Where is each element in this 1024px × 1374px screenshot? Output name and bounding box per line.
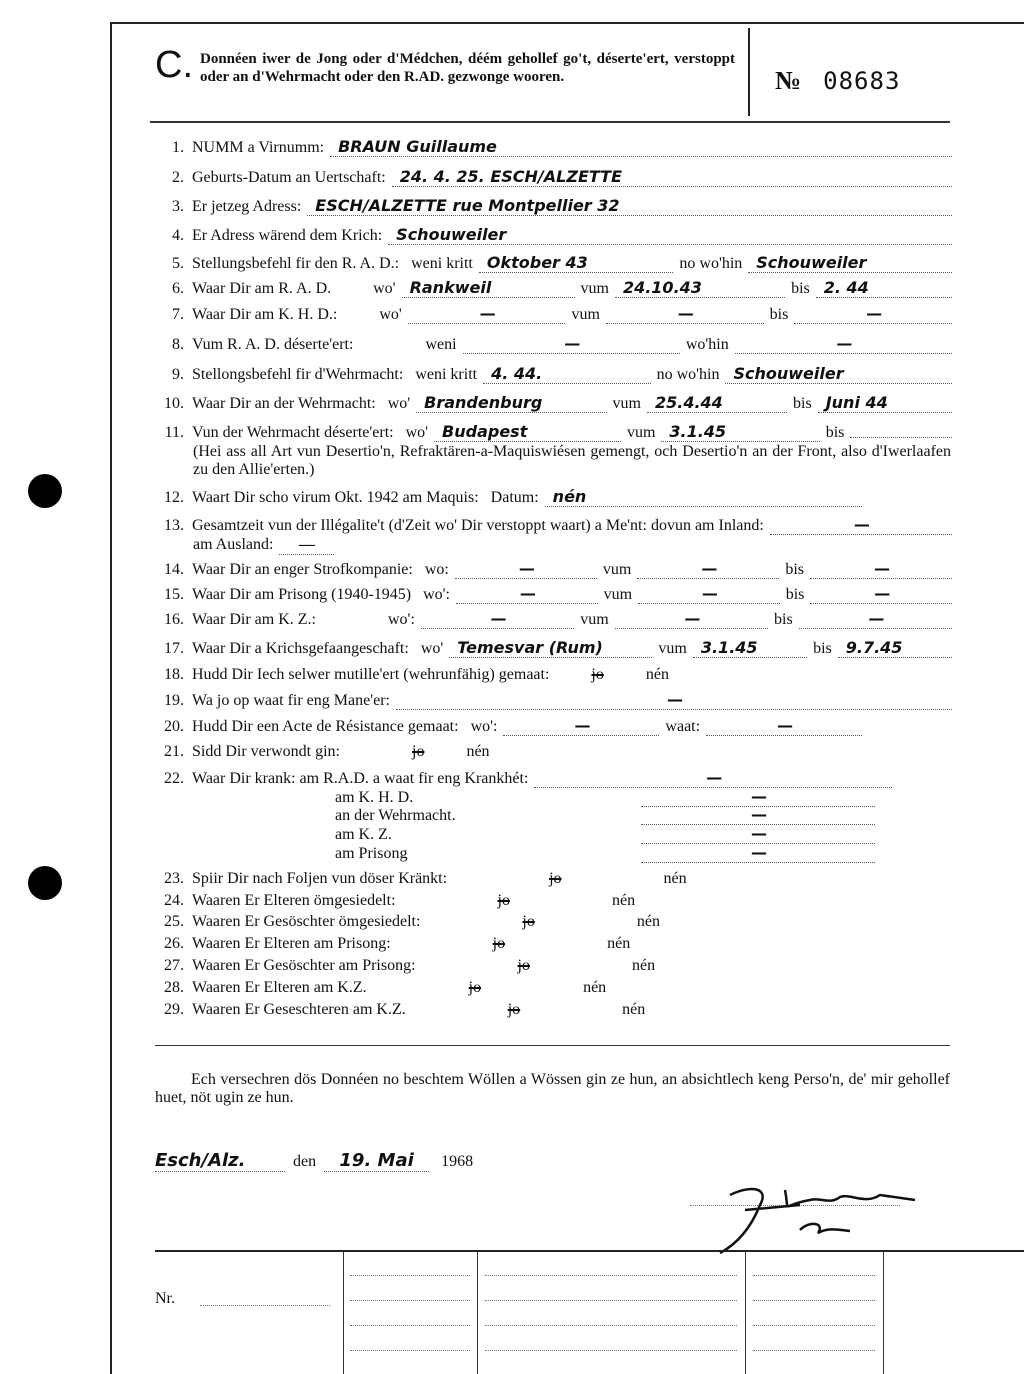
- question-number: 22.: [164, 770, 184, 787]
- handwritten-value: —: [751, 787, 767, 806]
- fill-in-field[interactable]: [449, 639, 652, 658]
- fill-in-field[interactable]: [770, 516, 952, 535]
- row11-note: (Hei ass all Art vun Desertio'n, Refraktären-a-Maquiswiésen gemengt, och Desertio'n an der Front, also d'Iwerlaafen zu den Allie'erten.): [193, 443, 951, 478]
- header-rule: [150, 121, 950, 123]
- question-row: [150, 279, 952, 298]
- fill-in-field[interactable]: [816, 279, 952, 298]
- handwritten-value: 2. 44: [823, 278, 869, 297]
- struck-option: jo: [468, 979, 482, 996]
- question-label: Hudd Dir een Acte de Résistance gemaat:: [192, 718, 459, 735]
- question-number: 5.: [172, 255, 184, 272]
- fill-in-field[interactable]: [392, 168, 952, 187]
- question-label: Waaren Er Gesöschter ömgesiedelt:: [192, 913, 421, 930]
- field-label: vum: [571, 306, 600, 323]
- signature-image: [690, 1175, 930, 1255]
- fill-in-field[interactable]: [818, 394, 952, 413]
- handwritten-value: 4. 44.: [491, 364, 543, 383]
- question-row: [150, 305, 952, 324]
- field-label: bis: [774, 611, 793, 628]
- field-label: nén: [631, 957, 656, 974]
- question-number: 17.: [164, 640, 184, 657]
- fill-in-field[interactable]: [693, 639, 807, 658]
- field-label: wo':: [423, 586, 450, 603]
- fill-in-field[interactable]: [706, 717, 862, 736]
- fill-in-field[interactable]: [483, 365, 651, 384]
- struck-option: jo: [517, 957, 530, 974]
- fill-in-field[interactable]: [388, 226, 952, 245]
- field-label: wo': [420, 640, 444, 657]
- question-label: NUMM a Virnumm:: [192, 139, 325, 156]
- table-col-divider: [883, 1252, 884, 1374]
- question-row: [150, 585, 952, 604]
- field-label: vum: [658, 640, 687, 657]
- field-label: wo': [387, 395, 411, 412]
- question-label: Waar Dir am R. A. D.: [192, 280, 332, 297]
- table-cell-line[interactable]: [350, 1300, 470, 1301]
- fill-in-field[interactable]: [641, 825, 875, 844]
- handwritten-value: —: [836, 334, 853, 353]
- handwritten-value: —: [684, 609, 701, 628]
- year-text: 1968: [441, 1153, 474, 1170]
- question-number: 14.: [164, 561, 184, 578]
- handwritten-value: 24.10.43: [622, 278, 702, 297]
- question-row: [150, 488, 952, 507]
- field-label: bis: [785, 586, 805, 603]
- number-value: 08683: [823, 67, 901, 95]
- question-row: [150, 254, 952, 273]
- question-label: Spiir Dir nach Foljen vun döser Kränkt:: [192, 870, 448, 887]
- handwritten-value: 24. 4. 25. ESCH/ALZETTE: [399, 167, 622, 186]
- date-field[interactable]: 19. Mai: [324, 1150, 429, 1172]
- table-cell-line[interactable]: [485, 1325, 737, 1326]
- field-label: wo':: [388, 611, 415, 628]
- handwritten-value: 3.1.45: [700, 638, 758, 657]
- ausland-field[interactable]: —: [279, 536, 334, 555]
- struck-option: jo: [492, 935, 506, 952]
- fill-in-field[interactable]: [615, 279, 785, 298]
- field-label: bis: [813, 640, 832, 657]
- question-number: 21.: [164, 743, 184, 760]
- question-label: Gesamtzeit vun der Illégalite't (d'Zeit wo' Dir verstoppt waart) a Me'nt: dovun am Inland:: [192, 517, 764, 534]
- fill-in-field[interactable]: [408, 305, 566, 324]
- field-label: nén: [583, 979, 607, 996]
- question-number: 27.: [164, 957, 184, 974]
- handwritten-value: —: [490, 609, 507, 628]
- question-row: [150, 335, 952, 354]
- field-label: bis: [825, 424, 845, 441]
- table-cell-line[interactable]: [485, 1275, 737, 1276]
- question-label: Er Adress wärend dem Krich:: [192, 227, 383, 244]
- frame-border-left: [110, 22, 112, 1374]
- question-number: 18.: [164, 666, 184, 683]
- field-label: vum: [580, 280, 609, 297]
- handwritten-value: Schouweiler: [756, 253, 867, 272]
- question-number: 13.: [164, 517, 184, 534]
- field-label: nén: [663, 870, 687, 887]
- handwritten-value: —: [868, 609, 885, 628]
- question-number: 3.: [172, 198, 184, 215]
- handwritten-value: BRAUN Guillaume: [338, 137, 497, 156]
- handwritten-value: 3.1.45: [669, 422, 727, 441]
- field-label: nén: [636, 913, 660, 930]
- fill-in-field[interactable]: [641, 806, 875, 825]
- field-label: wo': [379, 306, 402, 323]
- question-row: [150, 1001, 952, 1019]
- field-label: weni kritt: [415, 366, 478, 383]
- handwritten-value: —: [874, 584, 891, 603]
- field-label: vum: [626, 424, 656, 441]
- question-number: 23.: [164, 870, 184, 887]
- struck-option: jo: [549, 870, 562, 887]
- fill-in-field[interactable]: [463, 335, 680, 354]
- fill-in-field[interactable]: [647, 394, 787, 413]
- field-label: bis: [793, 395, 812, 412]
- declaration-text: Ech versechren dös Donnéen no beschtem Wöllen a Wössen gin ze hun, an absichtlech keng Perso'n, de' mir gehollef huet, nöt ugin ze hun.: [155, 1071, 950, 1106]
- place-date-line: [155, 1150, 473, 1172]
- fill-in-field[interactable]: [810, 585, 952, 604]
- handwritten-value: —: [519, 584, 536, 603]
- question-label: Waart Dir scho virum Okt. 1942 am Maquis:: [192, 489, 479, 506]
- handwritten-value: Juni 44: [825, 393, 888, 412]
- handwritten-value: —: [701, 584, 718, 603]
- question-row: [150, 979, 952, 997]
- question-number: 24.: [164, 892, 184, 909]
- handwritten-value: 9.7.45: [845, 638, 903, 657]
- table-col-divider: [477, 1252, 478, 1374]
- table-cell-line[interactable]: [753, 1275, 875, 1276]
- question-label: Er jetzeg Adress:: [192, 198, 302, 215]
- handwritten-value: nén: [552, 487, 587, 506]
- row22-subitem: [335, 788, 875, 807]
- question-row: [150, 394, 952, 413]
- fill-in-field[interactable]: [307, 197, 952, 216]
- question-number: 26.: [164, 935, 184, 952]
- section-letter: C.: [155, 44, 193, 86]
- handwritten-value: 25.4.44: [654, 393, 723, 412]
- table-cell-line[interactable]: [350, 1350, 470, 1351]
- fill-in-field[interactable]: [455, 560, 597, 579]
- handwritten-value: Schouweiler: [396, 225, 507, 244]
- nr-label: Nr.: [155, 1290, 175, 1307]
- table-cell-line[interactable]: [753, 1300, 875, 1301]
- fill-in-field[interactable]: [735, 335, 952, 354]
- question-row: [150, 560, 952, 579]
- question-row: [150, 769, 952, 788]
- question-number: 2.: [172, 169, 184, 186]
- handwritten-value: —: [479, 304, 496, 323]
- frame-border-top: [110, 22, 1024, 24]
- nr-field[interactable]: [200, 1305, 330, 1306]
- field-label: wo':: [470, 718, 498, 735]
- fill-in-field[interactable]: [638, 585, 780, 604]
- field-label: weni: [425, 336, 457, 353]
- question-row: [150, 892, 952, 910]
- field-label: bis: [769, 306, 789, 323]
- question-row: [150, 138, 952, 157]
- question-row: [150, 913, 952, 931]
- fill-in-field[interactable]: [534, 769, 892, 788]
- question-label: Vum R. A. D. déserte'ert:: [192, 336, 354, 353]
- field-label: nén: [611, 892, 636, 909]
- question-row: [150, 717, 952, 736]
- divider-line: [155, 1045, 950, 1046]
- question-number: 4.: [172, 227, 184, 244]
- subitem-label: am Prisong: [335, 845, 408, 862]
- place-field[interactable]: Esch/Alz.: [155, 1150, 285, 1172]
- handwritten-value: —: [706, 768, 723, 787]
- question-number: 7.: [172, 306, 184, 323]
- handwritten-value: —: [701, 559, 718, 578]
- handwritten-value: Budapest: [442, 422, 528, 441]
- question-number: 15.: [164, 586, 184, 603]
- field-label: vum: [612, 395, 641, 412]
- question-number: 12.: [164, 489, 184, 506]
- table-cell-line[interactable]: [753, 1325, 875, 1326]
- fill-in-field[interactable]: [748, 254, 952, 273]
- question-label: Waaren Er Elteren am Prisong:: [192, 935, 391, 952]
- question-number: 19.: [164, 692, 184, 709]
- fill-in-field[interactable]: [456, 585, 598, 604]
- handwritten-value: —: [751, 805, 767, 824]
- question-row: [150, 197, 952, 216]
- punch-hole: [28, 474, 62, 508]
- fill-in-field[interactable]: [330, 138, 952, 157]
- fill-in-field[interactable]: [402, 279, 575, 298]
- question-row: [150, 870, 952, 888]
- fill-in-field[interactable]: [838, 639, 952, 658]
- question-number: 11.: [164, 424, 184, 441]
- section-title: Donnéen iwer de Jong oder d'Médchen, déém gehollef go't, déserte'ert, verstoppt oder an d'Wehrmacht oder den R.AD. gezwonge wooren.: [200, 51, 735, 85]
- field-label: bis: [791, 280, 810, 297]
- question-row: [150, 610, 952, 629]
- row22-subitem: [335, 806, 875, 825]
- question-number: 29.: [164, 1001, 184, 1018]
- field-label: vum: [580, 611, 609, 628]
- question-label: Vun der Wehrmacht déserte'ert:: [192, 424, 394, 441]
- handwritten-value: —: [666, 690, 683, 709]
- punch-hole: [28, 866, 62, 900]
- question-label: Waar Dir am Prisong (1940-1945): [192, 586, 412, 603]
- number-sign: №: [775, 66, 802, 95]
- fill-in-field[interactable]: [810, 560, 952, 579]
- handwritten-value: Rankweil: [409, 278, 492, 297]
- question-label: Wa jo op waat fir eng Mane'er:: [192, 692, 390, 709]
- question-label: Waar Dir an enger Strofkompanie:: [192, 561, 413, 578]
- handwritten-value: Temesvar (Rum): [457, 638, 603, 657]
- field-label: bis: [785, 561, 804, 578]
- fill-in-field[interactable]: [479, 254, 674, 273]
- question-number: 9.: [172, 366, 184, 383]
- table-cell-line[interactable]: [485, 1300, 737, 1301]
- field-label: no wo'hin: [656, 366, 720, 383]
- question-label: Stellongsbefehl fir d'Wehrmacht:: [192, 366, 404, 383]
- handwritten-value: Schouweiler: [733, 364, 844, 383]
- question-label: Hudd Dir Iech selwer mutille'ert (wehrunfähig) gemaat:: [192, 666, 550, 683]
- question-number: 25.: [164, 913, 184, 930]
- question-row: [150, 935, 952, 953]
- handwritten-value: Brandenburg: [424, 393, 543, 412]
- question-label: Sidd Dir verwondt gin:: [192, 743, 340, 760]
- question-number: 28.: [164, 979, 184, 996]
- handwritten-value: —: [873, 559, 890, 578]
- question-label: Stellungsbefehl fir den R. A. D.:: [192, 255, 400, 272]
- fill-in-field[interactable]: [725, 365, 952, 384]
- question-label: Waaren Er Elteren am K.Z.: [192, 979, 367, 996]
- question-number: 6.: [172, 280, 184, 297]
- struck-option: jo: [497, 892, 510, 909]
- fill-in-field[interactable]: [396, 691, 952, 710]
- fill-in-field[interactable]: [794, 305, 952, 324]
- field-label: vum: [603, 586, 633, 603]
- handwritten-value: —: [574, 716, 591, 735]
- question-label: Waar Dir a Krichsgefaangeschaft:: [192, 640, 409, 657]
- handwritten-value: —: [564, 334, 581, 353]
- fill-in-field[interactable]: [637, 560, 779, 579]
- table-cell-line[interactable]: [350, 1325, 470, 1326]
- question-label: Waaren Er Geseschteren am K.Z.: [192, 1001, 406, 1018]
- question-number: 8.: [172, 336, 184, 353]
- field-label: wo': [373, 280, 396, 297]
- handwritten-value: —: [777, 716, 794, 735]
- question-row: [150, 743, 952, 761]
- field-label: Datum:: [490, 489, 539, 506]
- fill-in-field[interactable]: [661, 423, 819, 442]
- row22-subitem: [335, 825, 875, 844]
- struck-option: jo: [522, 913, 535, 930]
- subitem-label: am K. Z.: [335, 826, 392, 843]
- fill-in-field[interactable]: [641, 844, 875, 863]
- struck-option: jo: [591, 666, 604, 683]
- footer-table-top: [155, 1250, 1024, 1252]
- field-label: nén: [466, 743, 490, 760]
- question-label: Waar Dir am K. Z.:: [192, 611, 316, 628]
- den-label: den: [293, 1153, 317, 1170]
- field-label: waat:: [665, 718, 701, 735]
- fill-in-field[interactable]: [545, 488, 862, 507]
- handwritten-value: —: [751, 843, 767, 862]
- question-row: [150, 226, 952, 245]
- field-label: nén: [607, 935, 631, 952]
- row13-ausland: [193, 536, 334, 555]
- table-cell-line[interactable]: [753, 1350, 875, 1351]
- question-row: [150, 365, 952, 384]
- field-label: weni kritt: [411, 255, 473, 272]
- row22-subitem: [335, 844, 875, 863]
- fill-in-field[interactable]: [421, 610, 574, 629]
- handwritten-value: —: [677, 304, 694, 323]
- question-number: 20.: [164, 718, 184, 735]
- fill-in-field[interactable]: [615, 610, 768, 629]
- fill-in-field[interactable]: [850, 437, 952, 438]
- question-row: [150, 957, 952, 975]
- ausland-label: am Ausland:: [193, 536, 274, 553]
- question-label: Geburts-Datum an Uertschaft:: [192, 169, 386, 186]
- question-row: [150, 691, 952, 710]
- question-row: [150, 168, 952, 187]
- handwritten-value: —: [866, 304, 883, 323]
- field-label: nén: [645, 666, 669, 683]
- question-number: 10.: [164, 395, 184, 412]
- table-col-divider: [745, 1252, 746, 1374]
- subitem-label: an der Wehrmacht.: [335, 807, 456, 824]
- fill-in-field[interactable]: [606, 305, 764, 324]
- question-label: Waar Dir am K. H. D.:: [192, 306, 338, 323]
- question-number: 1.: [172, 139, 184, 156]
- question-label: Waar Dir an der Wehrmacht:: [192, 395, 376, 412]
- table-cell-line[interactable]: [485, 1350, 737, 1351]
- question-row: [150, 423, 952, 442]
- table-cell-line[interactable]: [350, 1275, 470, 1276]
- document-number: [775, 66, 900, 96]
- fill-in-field[interactable]: [503, 717, 659, 736]
- field-label: vum: [602, 561, 632, 578]
- question-row: [150, 666, 952, 684]
- subitem-label: am K. H. D.: [335, 789, 414, 806]
- handwritten-value: —: [518, 559, 535, 578]
- field-label: wo': [405, 424, 429, 441]
- struck-option: jo: [412, 743, 425, 760]
- field-label: no wo'hin: [679, 255, 743, 272]
- question-label: Waaren Er Elteren ömgesiedelt:: [192, 892, 396, 909]
- question-number: 16.: [164, 611, 184, 628]
- handwritten-value: Oktober 43: [486, 253, 588, 272]
- field-label: nén: [622, 1001, 646, 1018]
- field-label: wo'hin: [685, 336, 729, 353]
- handwritten-value: ESCH/ALZETTE rue Montpellier 32: [315, 196, 620, 215]
- field-label: wo:: [424, 561, 449, 578]
- question-row: [150, 516, 952, 535]
- fill-in-field[interactable]: [799, 610, 952, 629]
- question-row: [150, 639, 952, 658]
- table-col-divider: [343, 1252, 344, 1374]
- handwritten-value: —: [751, 824, 767, 843]
- header-divider: [748, 28, 750, 116]
- struck-option: jo: [507, 1001, 521, 1018]
- question-label: Waar Dir krank: am R.A.D. a waat fir eng Krankhét:: [192, 770, 529, 787]
- question-label: Waaren Er Gesöschter am Prisong:: [192, 957, 416, 974]
- fill-in-field[interactable]: [416, 394, 606, 413]
- fill-in-field[interactable]: [434, 423, 621, 442]
- handwritten-value: —: [853, 515, 870, 534]
